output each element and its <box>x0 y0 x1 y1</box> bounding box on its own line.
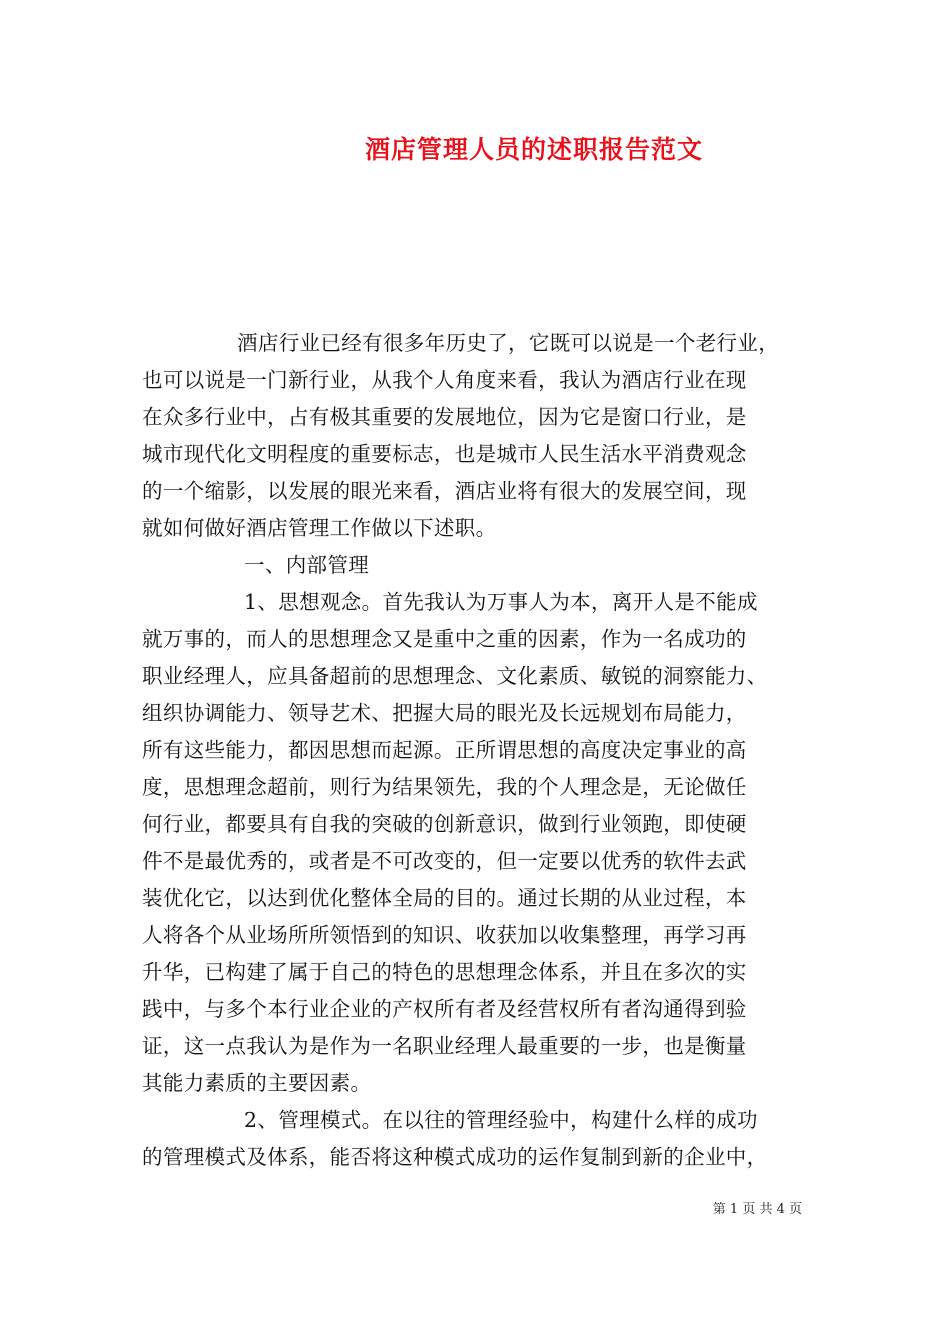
paragraph-line: 城市现代化文明程度的重要标志，也是城市人民生活水平消费观念 <box>142 442 747 466</box>
paragraph-line: 装优化它，以达到优化整体全局的目的。通过长期的从业过程，本 <box>142 886 747 910</box>
section-heading: 一、内部管理 <box>244 553 370 577</box>
paragraph-line: 何行业，都要具有自我的突破的创新意识，做到行业领跑，即使硬 <box>142 812 747 836</box>
paragraph-line: 组织协调能力、领导艺术、把握大局的眼光及长远规划布局能力， <box>142 701 747 725</box>
paragraph-line: 在众多行业中，占有极其重要的发展地位，因为它是窗口行业，是 <box>142 405 747 429</box>
paragraph-line: 就如何做好酒店管理工作做以下述职。 <box>142 516 497 540</box>
paragraph-line: 职业经理人，应具备超前的思想理念、文化素质、敏锐的洞察能力、 <box>142 664 768 688</box>
paragraph-line: 其能力素质的主要因素。 <box>142 1071 372 1095</box>
paragraph-line: 所有这些能力，都因思想而起源。正所谓思想的高度决定事业的高 <box>142 738 747 762</box>
paragraph-line: 升华，已构建了属于自己的特色的思想理念体系，并且在多次的实 <box>142 960 747 984</box>
paragraph-line: 也可以说是一门新行业，从我个人角度来看，我认为酒店行业在现 <box>142 368 747 392</box>
paragraph-line: 人将各个从业场所所领悟到的知识、收获加以收集整理，再学习再 <box>142 923 747 947</box>
paragraph-line: 件不是最优秀的，或者是不可改变的，但一定要以优秀的软件去武 <box>142 849 747 873</box>
document-body <box>142 325 832 1176</box>
paragraph-line: 度，思想理念超前，则行为结果领先，我的个人理念是，无论做任 <box>142 775 747 799</box>
paragraph-line: 的一个缩影，以发展的眼光来看，酒店业将有很大的发展空间，现 <box>142 479 747 503</box>
paragraph-line: 证，这一点我认为是作为一名职业经理人最重要的一步，也是衡量 <box>142 1034 747 1058</box>
paragraph-line: 就万事的，而人的思想理念又是重中之重的因素，作为一名成功的 <box>142 627 747 651</box>
paragraph-line: 2、管理模式。在以往的管理经验中，构建什么样的成功 <box>244 1108 758 1132</box>
paragraph-line: 1、思想观念。首先我认为万事人为本，离开人是不能成 <box>244 590 758 614</box>
page-number-footer: 第 1 页 共 4 页 <box>712 1202 802 1217</box>
paragraph-line: 酒店行业已经有很多年历史了，它既可以说是一个老行业， <box>237 331 780 355</box>
paragraph-line: 的管理模式及体系，能否将这种模式成功的运作复制到新的企业中， <box>142 1145 768 1169</box>
document-title: 酒店管理人员的述职报告范文 <box>364 135 703 164</box>
paragraph-line: 践中，与多个本行业企业的产权所有者及经营权所有者沟通得到验 <box>142 997 747 1021</box>
